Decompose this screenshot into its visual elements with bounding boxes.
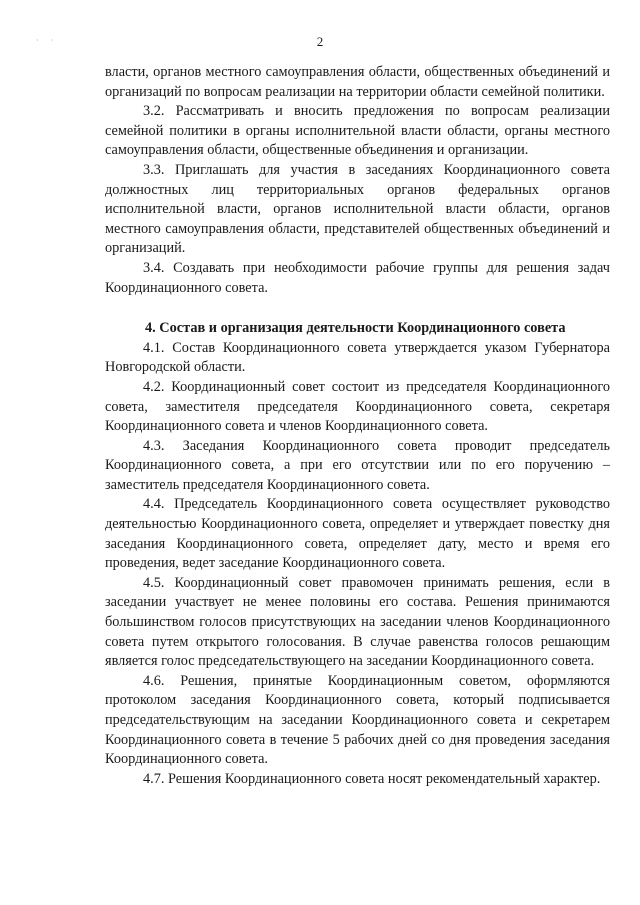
page-number: 2 — [316, 34, 324, 49]
paragraph-3-4: 3.4. Создавать при необходимости рабочие группы для решения задач Координационного совета. — [105, 259, 610, 296]
scan-marks: · · — [36, 36, 59, 45]
paragraph-4-6: 4.6. Решения, принятые Координационным советом, оформляются протоколом заседания Координационного совета, который подписывается председательствующим на заседании Координационного совета и секретарем Координационного совета в течение 5 рабочих дней со дня проведения заседания Координационного совета. — [105, 672, 610, 768]
paragraph-4-4: 4.4. Председатель Координационного совета осуществляет руководство деятельностью Координационного совета, определяет и утверждает повестку дня заседания Координационного совета, определяет дату, место и время его проведения, ведет заседание Координационного совета. — [105, 496, 610, 572]
paragraph-4-7: 4.7. Решения Координационного совета носят рекомендательный характер. — [143, 770, 601, 787]
paragraph-3-2: 3.2. Рассматривать и вносить предложения по вопросам реализации семейной политики в органы исполнительной власти области, органы местного самоуправления области, общественные объединения и организации. — [105, 103, 610, 159]
paragraph-3-3: 3.3. Приглашать для участия в заседаниях Координационного совета должностных лиц территориальных органов федеральных органов исполнительной власти, органов исполнительной власти области, органов местного самоуправления области, представителей общественных объединений и организаций. — [105, 161, 610, 257]
paragraph-continuation: власти, органов местного самоуправления области, общественных объединений и организаций по вопросам реализации на территории области семейной политики. — [105, 64, 610, 100]
paragraph-4-3: 4.3. Заседания Координационного совета проводит председатель Координационного совета, а при его отсутствии или по его поручению – заместитель председателя Координационного совета. — [105, 437, 610, 493]
paragraph-4-1: 4.1. Состав Координационного совета утверждается указом Губернатора Новгородской области. — [105, 339, 610, 376]
section-heading: 4. Состав и организация деятельности Координационного совета — [145, 320, 566, 337]
document-body — [105, 63, 610, 789]
paragraph-4-2: 4.2. Координационный совет состоит из председателя Координационного совета, заместителя председателя Координационного совета, секретаря Координационного совета и членов Координационного совета. — [105, 378, 610, 435]
paragraph-4-5: 4.5. Координационный совет правомочен принимать решения, если в заседании участвует не менее половины его состава. Решения принимаются большинством голосов присутствующих на заседании членов Координационного совета путем открытого голосования. В случае равенства голосов решающим является голос председательствующего на заседании Координационного совета. — [105, 574, 610, 670]
